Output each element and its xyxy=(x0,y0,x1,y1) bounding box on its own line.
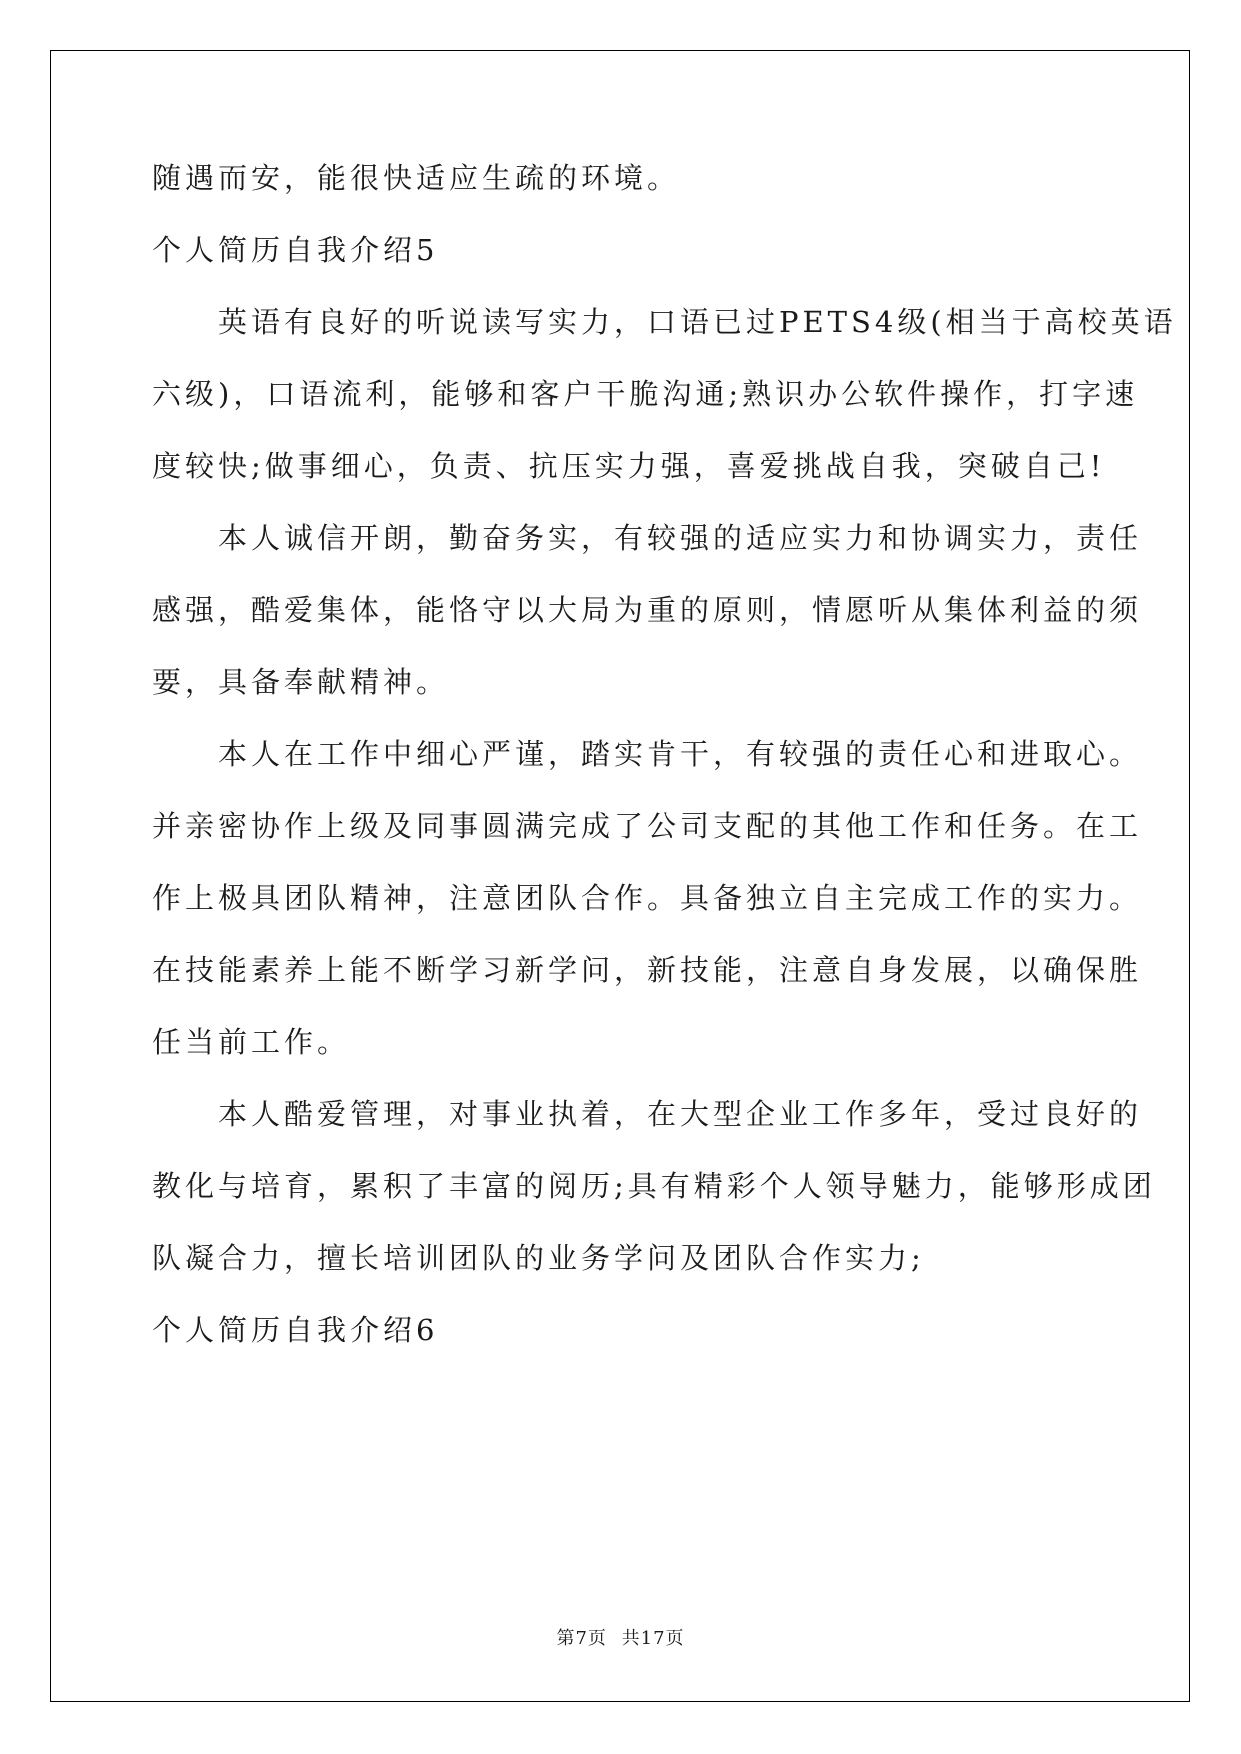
text-line: 本人酷爱管理，对事业执着，在大型企业工作多年，受过良好的 xyxy=(152,1097,1143,1131)
page-footer xyxy=(0,1624,1241,1650)
text-line: 本人在工作中细心严谨，踏实肯干，有较强的责任心和进取心。 xyxy=(152,737,1143,771)
text-line: 在技能素养上能不断学习新学问，新技能，注意自身发展，以确保胜 xyxy=(152,953,1143,987)
text-line: 教化与培育，累积了丰富的阅历;具有精彩个人领导魅力，能够形成团 xyxy=(152,1169,1156,1203)
text-line: 六级)，口语流利，能够和客户干脆沟通;熟识办公软件操作，打字速 xyxy=(152,377,1139,411)
text-line: 本人诚信开朗，勤奋务实，有较强的适应实力和协调实力，责任 xyxy=(152,521,1143,555)
section-heading: 个人简历自我介绍5 xyxy=(152,233,439,267)
text-line: 随遇而安，能很快适应生疏的环境。 xyxy=(152,161,681,195)
page-border xyxy=(50,50,1190,1702)
text-line: 并亲密协作上级及同事圆满完成了公司支配的其他工作和任务。在工 xyxy=(152,809,1143,843)
section-heading: 个人简历自我介绍6 xyxy=(152,1313,439,1347)
text-line: 任当前工作。 xyxy=(152,1025,351,1059)
text-line: 队凝合力，擅长培训团队的业务学问及团队合作实力; xyxy=(152,1241,925,1275)
text-line: 度较快;做事细心，负责、抗压实力强，喜爱挑战自我，突破自己! xyxy=(152,449,1106,483)
page-number: 第7页 xyxy=(556,1628,607,1649)
text-line: 要，具备奉献精神。 xyxy=(152,665,450,699)
text-line: 作上极具团队精神，注意团队合作。具备独立自主完成工作的实力。 xyxy=(152,881,1143,915)
text-line: 感强，酷爱集体，能恪守以大局为重的原则，情愿听从集体利益的须 xyxy=(152,593,1143,627)
text-line: 英语有良好的听说读写实力，口语已过PETS4级(相当于高校英语 xyxy=(152,305,1177,339)
page-total: 共17页 xyxy=(621,1628,685,1649)
